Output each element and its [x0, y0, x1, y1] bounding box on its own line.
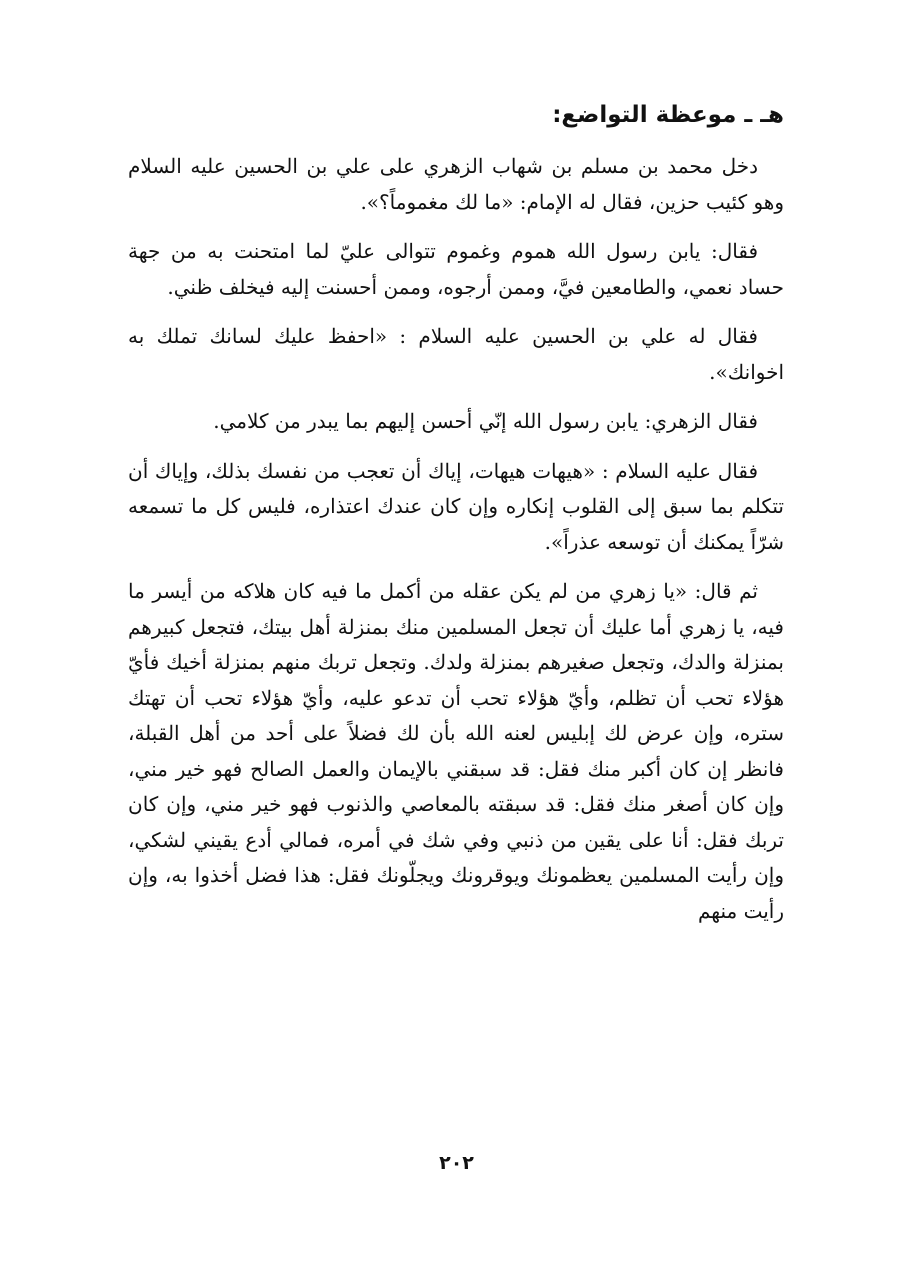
page-number: ٢٠٢ — [439, 1152, 474, 1174]
paragraph-1: دخل محمد بن مسلم بن شهاب الزهري على علي بن الحسين عليه السلام وهو كئيب حزين، فقال له الإمام: «ما لك مغموماً؟». — [128, 154, 784, 214]
paragraph-3: فقال له علي بن الحسين عليه السلام : «احفظ عليك لسانك تملك به اخوانك». — [128, 324, 784, 384]
paragraph-5: فقال عليه السلام : «هيهات هيهات، إياك أن تعجب من نفسك بذلك، وإياك أن تتكلم بما سبق إلى القلوب إنكاره وإن كان عندك اعتذاره، فليس كل ما تسمعه شرّاً يمكنك أن توسعه عذراً». — [128, 458, 784, 554]
paragraph-6: ثم قال: «يا زهري من لم يكن عقله من أكمل ما فيه كان هلاكه من أيسر ما فيه، يا زهري أما عليك أن تجعل المسلمين منك بمنزلة أهل بيتك، فتجعل كبيرهم بمنزلة والدك، وتجعل صغيرهم بمنزلة ولدك. وتجعل تربك منهم بمنزلة أخيك فأيّ هؤلاء تحب أن تظلم، وأيّ هؤلاء تحب أن تدعو عليه، وأيّ هؤلاء تحب أن تهتك ستره، وإن عرض لك إبليس لعنه الله بأن لك فضلاً على أحد من أهل القبلة، فانظر إن كان أكبر منك فقل: قد سبقني بالإيمان والعمل الصالح فهو خير مني، وإن كان أصغر منك فقل: قد سبقته بالمعاصي والذنوب فهو خير مني، وإن كان تربك فقل: أنا على يقين من ذنبي وفي شك في أمره، فمالي أدع يقيني لشكي، وإن رأيت المسلمين يعظمونك ويوقرونك ويجلّونك فقل: هذا فضل أخذوا به، وإن رأيت منهم — [128, 579, 784, 923]
paragraph-4: فقال الزهري: يابن رسول الله إنّي أحسن إليهم بما يبدر من كلامي. — [213, 409, 758, 433]
page-body — [128, 95, 784, 943]
section-heading: هـ ـ موعظة التواضع: — [552, 102, 784, 128]
paragraph-2: فقال: يابن رسول الله هموم وغموم تتوالى عليّ لما امتحنت به من جهة حساد نعمي، والطامعين فيَّ، وممن أرجوه، وممن أحسنت إليه فيخلف ظني. — [128, 239, 784, 299]
